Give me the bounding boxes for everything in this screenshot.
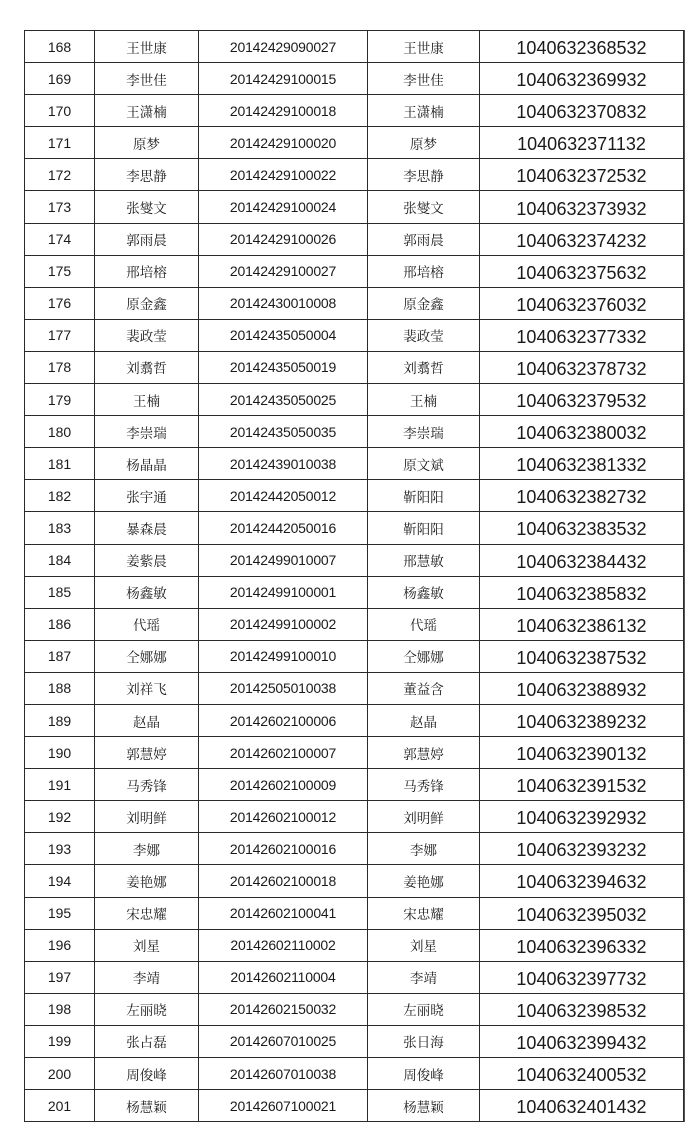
row-number-cell: 181 [25, 448, 95, 480]
recipient-name-cell: 李娜 [368, 833, 480, 865]
student-name-cell: 左丽晓 [95, 993, 199, 1025]
student-table [24, 30, 684, 1122]
recipient-name-cell: 马秀锋 [368, 769, 480, 801]
table-row [25, 544, 684, 576]
student-name-cell: 原梦 [95, 127, 199, 159]
student-id-cell: 20142602150032 [199, 993, 368, 1025]
row-number-cell: 174 [25, 223, 95, 255]
tracking-code-cell: 1040632386132 [480, 608, 684, 640]
student-name-cell: 王潇楠 [95, 95, 199, 127]
recipient-name-cell: 李靖 [368, 961, 480, 993]
recipient-name-cell: 董益含 [368, 672, 480, 704]
tracking-code-cell: 1040632392932 [480, 801, 684, 833]
table-row [25, 672, 684, 704]
recipient-name-cell: 姜艳娜 [368, 865, 480, 897]
recipient-name-cell: 杨鑫敏 [368, 576, 480, 608]
table-row [25, 416, 684, 448]
row-number-cell: 177 [25, 319, 95, 351]
recipient-name-cell: 裴政莹 [368, 319, 480, 351]
student-id-cell: 20142430010008 [199, 287, 368, 319]
tracking-code-cell: 1040632393232 [480, 833, 684, 865]
row-number-cell: 199 [25, 1025, 95, 1057]
student-id-cell: 20142602100041 [199, 897, 368, 929]
table-row [25, 512, 684, 544]
table-row [25, 384, 684, 416]
table-row [25, 159, 684, 191]
row-number-cell: 186 [25, 608, 95, 640]
recipient-name-cell: 李思静 [368, 159, 480, 191]
table-row [25, 448, 684, 480]
student-id-cell: 20142429100015 [199, 63, 368, 95]
row-number-cell: 193 [25, 833, 95, 865]
table-row [25, 576, 684, 608]
table-row [25, 1090, 684, 1122]
table-row [25, 480, 684, 512]
table-row [25, 897, 684, 929]
recipient-name-cell: 宋忠耀 [368, 897, 480, 929]
recipient-name-cell: 邢培榕 [368, 255, 480, 287]
recipient-name-cell: 原梦 [368, 127, 480, 159]
student-id-cell: 20142429100022 [199, 159, 368, 191]
recipient-name-cell: 左丽晓 [368, 993, 480, 1025]
tracking-code-cell: 1040632398532 [480, 993, 684, 1025]
tracking-code-cell: 1040632373932 [480, 191, 684, 223]
recipient-name-cell: 杨慧颖 [368, 1090, 480, 1122]
student-id-cell: 20142602110004 [199, 961, 368, 993]
recipient-name-cell: 刘星 [368, 929, 480, 961]
student-name-cell: 周俊峰 [95, 1058, 199, 1090]
student-id-cell: 20142435050019 [199, 351, 368, 383]
row-number-cell: 171 [25, 127, 95, 159]
tracking-code-cell: 1040632372532 [480, 159, 684, 191]
student-name-cell: 刘明鲜 [95, 801, 199, 833]
table-row [25, 223, 684, 255]
student-id-cell: 20142607010038 [199, 1058, 368, 1090]
student-name-cell: 李靖 [95, 961, 199, 993]
student-name-cell: 张宇通 [95, 480, 199, 512]
recipient-name-cell: 仝娜娜 [368, 640, 480, 672]
row-number-cell: 172 [25, 159, 95, 191]
student-id-cell: 20142499100002 [199, 608, 368, 640]
student-name-cell: 刘星 [95, 929, 199, 961]
student-name-cell: 赵晶 [95, 704, 199, 736]
recipient-name-cell: 代瑶 [368, 608, 480, 640]
student-name-cell: 郭慧婷 [95, 737, 199, 769]
student-id-cell: 20142435050025 [199, 384, 368, 416]
recipient-name-cell: 李世佳 [368, 63, 480, 95]
student-id-cell: 20142429100020 [199, 127, 368, 159]
recipient-name-cell: 刘翥哲 [368, 351, 480, 383]
table-body [25, 31, 684, 1122]
student-id-cell: 20142435050004 [199, 319, 368, 351]
tracking-code-cell: 1040632368532 [480, 31, 684, 63]
student-id-cell: 20142602110002 [199, 929, 368, 961]
tracking-code-cell: 1040632389232 [480, 704, 684, 736]
row-number-cell: 175 [25, 255, 95, 287]
table-row [25, 287, 684, 319]
row-number-cell: 173 [25, 191, 95, 223]
tracking-code-cell: 1040632370832 [480, 95, 684, 127]
student-name-cell: 郭雨晨 [95, 223, 199, 255]
row-number-cell: 169 [25, 63, 95, 95]
student-id-cell: 20142442050016 [199, 512, 368, 544]
table-row [25, 608, 684, 640]
tracking-code-cell: 1040632376032 [480, 287, 684, 319]
tracking-code-cell: 1040632382732 [480, 480, 684, 512]
recipient-name-cell: 王楠 [368, 384, 480, 416]
tracking-code-cell: 1040632381332 [480, 448, 684, 480]
recipient-name-cell: 邢慧敏 [368, 544, 480, 576]
student-name-cell: 邢培榕 [95, 255, 199, 287]
row-number-cell: 198 [25, 993, 95, 1025]
row-number-cell: 184 [25, 544, 95, 576]
tracking-code-cell: 1040632388932 [480, 672, 684, 704]
table-row [25, 640, 684, 672]
tracking-code-cell: 1040632385832 [480, 576, 684, 608]
student-name-cell: 杨慧颖 [95, 1090, 199, 1122]
recipient-name-cell: 原金鑫 [368, 287, 480, 319]
table-row [25, 319, 684, 351]
table-row [25, 191, 684, 223]
tracking-code-cell: 1040632375632 [480, 255, 684, 287]
tracking-code-cell: 1040632378732 [480, 351, 684, 383]
row-number-cell: 179 [25, 384, 95, 416]
row-number-cell: 197 [25, 961, 95, 993]
student-id-cell: 20142602100012 [199, 801, 368, 833]
row-number-cell: 170 [25, 95, 95, 127]
student-name-cell: 李思静 [95, 159, 199, 191]
tracking-code-cell: 1040632399432 [480, 1025, 684, 1057]
table-row [25, 769, 684, 801]
table-row [25, 801, 684, 833]
row-number-cell: 190 [25, 737, 95, 769]
student-name-cell: 张燮文 [95, 191, 199, 223]
tracking-code-cell: 1040632400532 [480, 1058, 684, 1090]
student-name-cell: 王楠 [95, 384, 199, 416]
student-name-cell: 宋忠耀 [95, 897, 199, 929]
recipient-name-cell: 郭慧婷 [368, 737, 480, 769]
recipient-name-cell: 李崇瑞 [368, 416, 480, 448]
student-name-cell: 代瑶 [95, 608, 199, 640]
student-name-cell: 原金鑫 [95, 287, 199, 319]
table-row [25, 929, 684, 961]
row-number-cell: 182 [25, 480, 95, 512]
tracking-code-cell: 1040632387532 [480, 640, 684, 672]
student-name-cell: 王世康 [95, 31, 199, 63]
student-name-cell: 马秀锋 [95, 769, 199, 801]
tracking-code-cell: 1040632394632 [480, 865, 684, 897]
student-id-cell: 20142429100027 [199, 255, 368, 287]
row-number-cell: 180 [25, 416, 95, 448]
student-id-cell: 20142602100009 [199, 769, 368, 801]
student-id-cell: 20142602100006 [199, 704, 368, 736]
tracking-code-cell: 1040632384432 [480, 544, 684, 576]
table-row [25, 833, 684, 865]
recipient-name-cell: 靳阳阳 [368, 480, 480, 512]
row-number-cell: 196 [25, 929, 95, 961]
row-number-cell: 183 [25, 512, 95, 544]
recipient-name-cell: 原文斌 [368, 448, 480, 480]
student-name-cell: 裴政莹 [95, 319, 199, 351]
table-row [25, 255, 684, 287]
recipient-name-cell: 王世康 [368, 31, 480, 63]
row-number-cell: 168 [25, 31, 95, 63]
student-id-cell: 20142429090027 [199, 31, 368, 63]
student-name-cell: 刘翥哲 [95, 351, 199, 383]
table-row [25, 63, 684, 95]
student-id-cell: 20142505010038 [199, 672, 368, 704]
student-name-cell: 李崇瑞 [95, 416, 199, 448]
student-id-cell: 20142602100016 [199, 833, 368, 865]
table-row [25, 351, 684, 383]
student-name-cell: 刘祥飞 [95, 672, 199, 704]
student-name-cell: 杨晶晶 [95, 448, 199, 480]
student-id-cell: 20142429100026 [199, 223, 368, 255]
student-id-cell: 20142602100007 [199, 737, 368, 769]
tracking-code-cell: 1040632380032 [480, 416, 684, 448]
tracking-code-cell: 1040632379532 [480, 384, 684, 416]
recipient-name-cell: 周俊峰 [368, 1058, 480, 1090]
student-id-cell: 20142439010038 [199, 448, 368, 480]
student-name-cell: 姜艳娜 [95, 865, 199, 897]
tracking-code-cell: 1040632369932 [480, 63, 684, 95]
student-name-cell: 张占磊 [95, 1025, 199, 1057]
tracking-code-cell: 1040632390132 [480, 737, 684, 769]
row-number-cell: 200 [25, 1058, 95, 1090]
student-id-cell: 20142429100018 [199, 95, 368, 127]
row-number-cell: 178 [25, 351, 95, 383]
table-row [25, 737, 684, 769]
row-number-cell: 187 [25, 640, 95, 672]
student-id-cell: 20142602100018 [199, 865, 368, 897]
tracking-code-cell: 1040632396332 [480, 929, 684, 961]
row-number-cell: 176 [25, 287, 95, 319]
table-row [25, 31, 684, 63]
recipient-name-cell: 张燮文 [368, 191, 480, 223]
row-number-cell: 194 [25, 865, 95, 897]
tracking-code-cell: 1040632383532 [480, 512, 684, 544]
student-id-cell: 20142607010025 [199, 1025, 368, 1057]
row-number-cell: 195 [25, 897, 95, 929]
student-id-cell: 20142499100001 [199, 576, 368, 608]
student-name-cell: 仝娜娜 [95, 640, 199, 672]
tracking-code-cell: 1040632391532 [480, 769, 684, 801]
table-row [25, 95, 684, 127]
table-row [25, 865, 684, 897]
table-row [25, 127, 684, 159]
student-id-cell: 20142499010007 [199, 544, 368, 576]
recipient-name-cell: 王潇楠 [368, 95, 480, 127]
recipient-name-cell: 郭雨晨 [368, 223, 480, 255]
student-id-cell: 20142499100010 [199, 640, 368, 672]
student-name-cell: 李世佳 [95, 63, 199, 95]
row-number-cell: 188 [25, 672, 95, 704]
row-number-cell: 201 [25, 1090, 95, 1122]
tracking-code-cell: 1040632397732 [480, 961, 684, 993]
tracking-code-cell: 1040632395032 [480, 897, 684, 929]
student-id-cell: 20142442050012 [199, 480, 368, 512]
recipient-name-cell: 赵晶 [368, 704, 480, 736]
recipient-name-cell: 张日海 [368, 1025, 480, 1057]
tracking-code-cell: 1040632371132 [480, 127, 684, 159]
table-row [25, 961, 684, 993]
recipient-name-cell: 刘明鲜 [368, 801, 480, 833]
table-row [25, 1058, 684, 1090]
student-id-cell: 20142429100024 [199, 191, 368, 223]
tracking-code-cell: 1040632374232 [480, 223, 684, 255]
row-number-cell: 192 [25, 801, 95, 833]
student-name-cell: 暴森晨 [95, 512, 199, 544]
table-row [25, 1025, 684, 1057]
student-table-container [24, 30, 685, 1122]
student-id-cell: 20142607100021 [199, 1090, 368, 1122]
row-number-cell: 189 [25, 704, 95, 736]
student-name-cell: 李娜 [95, 833, 199, 865]
student-name-cell: 姜紫晨 [95, 544, 199, 576]
table-row [25, 993, 684, 1025]
row-number-cell: 191 [25, 769, 95, 801]
table-row [25, 704, 684, 736]
tracking-code-cell: 1040632377332 [480, 319, 684, 351]
recipient-name-cell: 靳阳阳 [368, 512, 480, 544]
student-id-cell: 20142435050035 [199, 416, 368, 448]
student-name-cell: 杨鑫敏 [95, 576, 199, 608]
row-number-cell: 185 [25, 576, 95, 608]
tracking-code-cell: 1040632401432 [480, 1090, 684, 1122]
